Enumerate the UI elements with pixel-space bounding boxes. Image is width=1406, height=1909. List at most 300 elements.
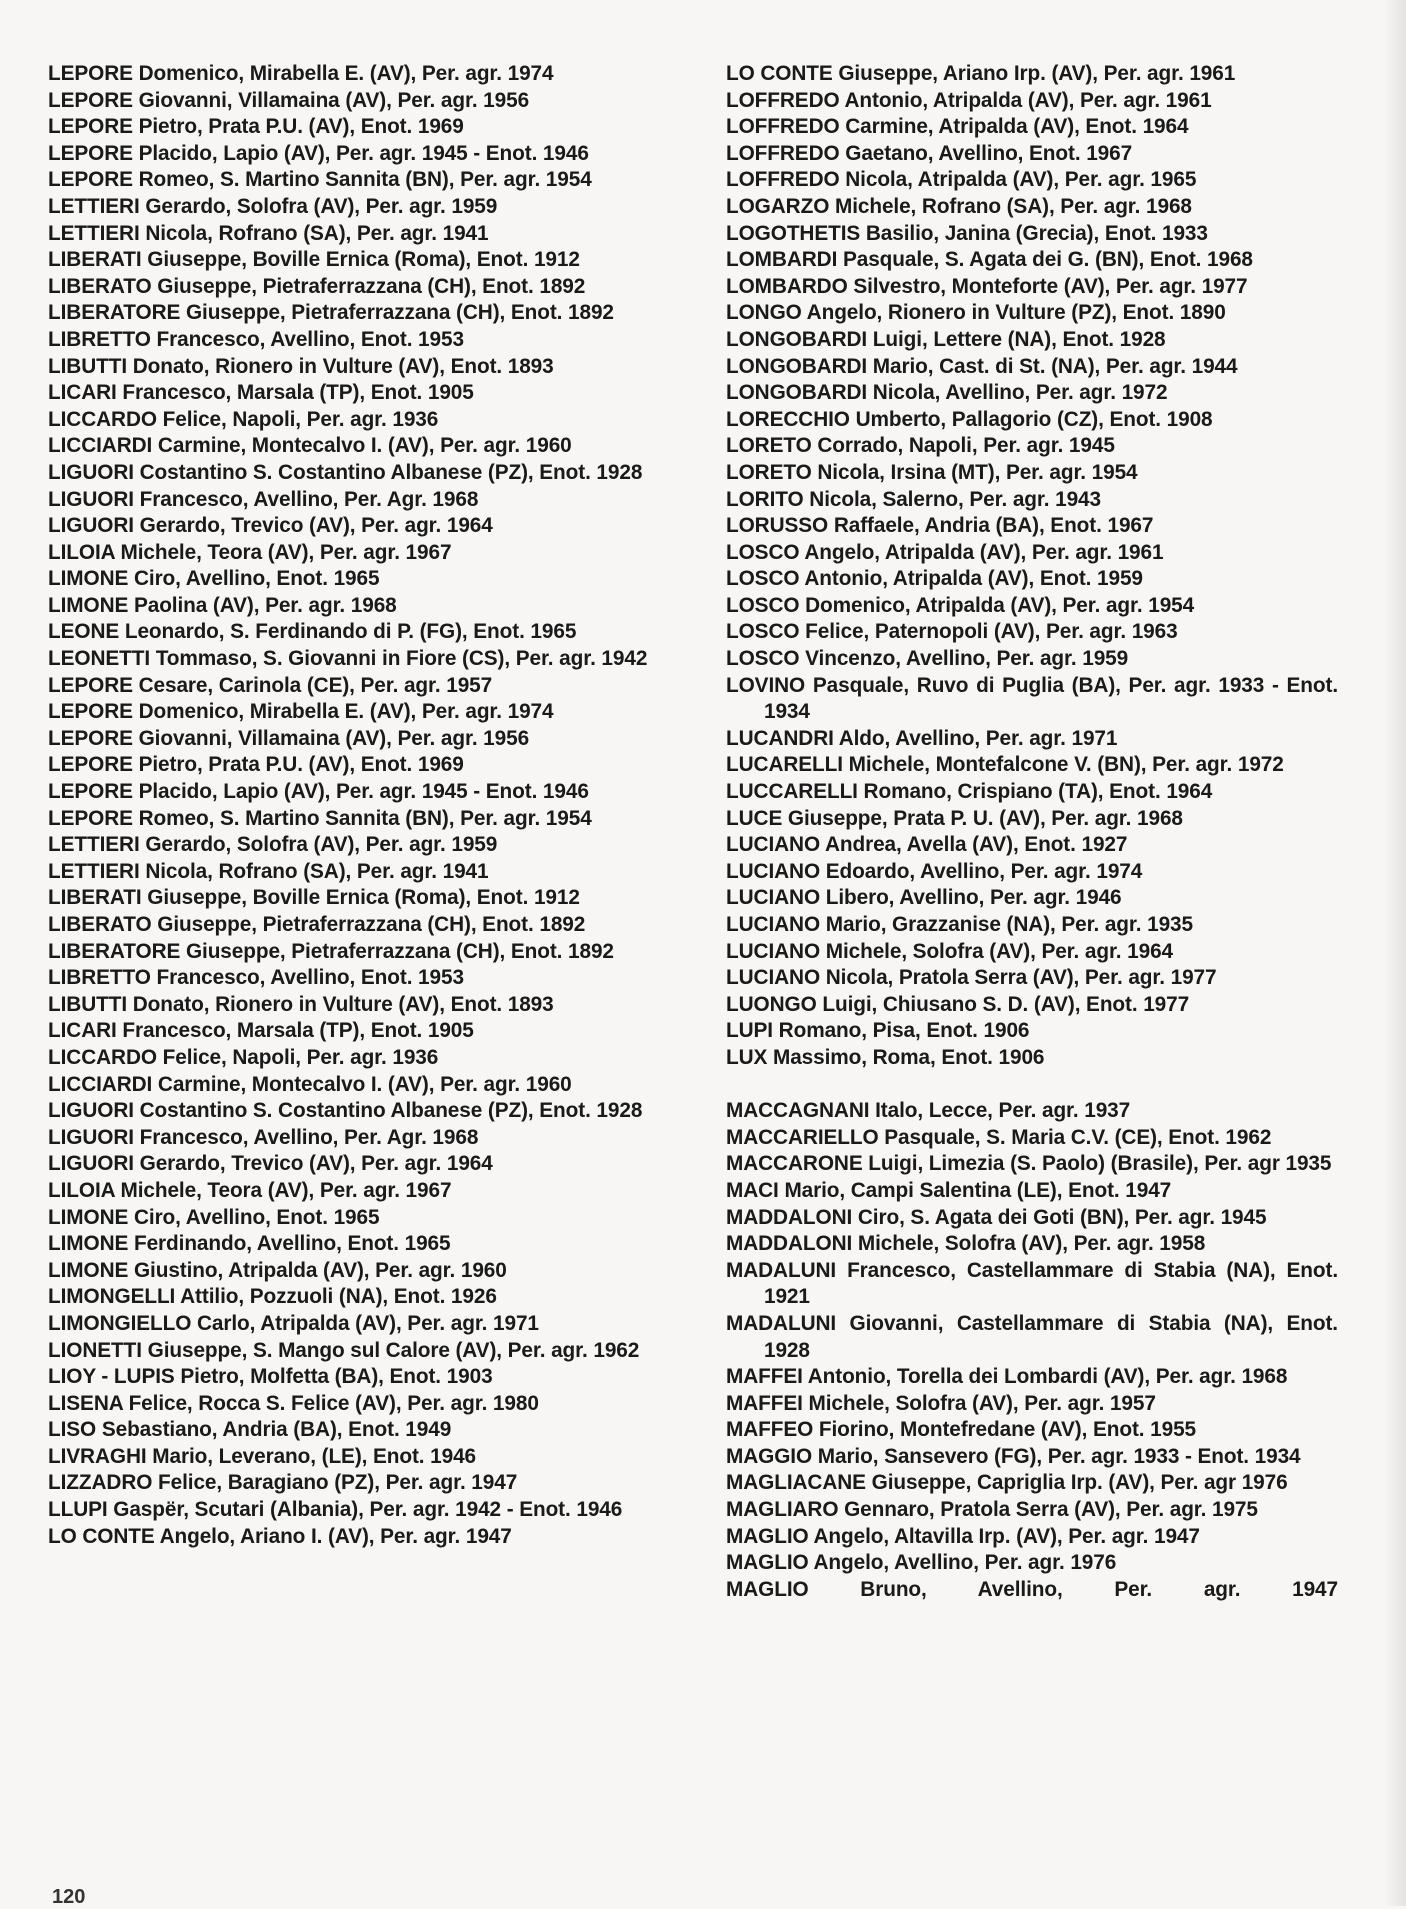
entry-surname: LIMONE xyxy=(48,593,129,617)
directory-entry xyxy=(48,726,663,753)
entry-details: Angelo, Avellino, Per. agr. 1976 xyxy=(813,1551,1117,1575)
entry-surname: LICCIARDI xyxy=(48,1072,153,1096)
right-column xyxy=(726,61,1338,1603)
entry-surname: LIBUTTI xyxy=(48,354,128,378)
directory-entry xyxy=(726,1178,1338,1205)
entry-details: Pasquale, S. Maria C.V. (CE), Enot. 1962 xyxy=(884,1125,1272,1149)
directory-entry xyxy=(726,1311,1338,1364)
entry-surname: LO CONTE xyxy=(726,62,833,85)
directory-entry xyxy=(726,832,1338,859)
directory-entry xyxy=(48,61,663,88)
entry-details: Felice, Paternopoli (AV), Per. agr. 1963 xyxy=(805,620,1178,644)
entry-surname: LETTIERI xyxy=(48,194,140,218)
directory-entry xyxy=(48,247,663,274)
directory-entry xyxy=(726,1258,1338,1311)
directory-entry xyxy=(726,1151,1338,1178)
entry-surname: LIGUORI xyxy=(48,460,134,484)
directory-entry xyxy=(726,885,1338,912)
directory-entry xyxy=(48,752,663,779)
entry-details: Felice, Napoli, Per. agr. 1936 xyxy=(162,1045,439,1069)
entry-details: Carmine, Atripalda (AV), Enot. 1964 xyxy=(845,115,1189,139)
directory-entry xyxy=(726,1364,1338,1391)
entry-details: Placido, Lapio (AV), Per. agr. 1945 - Enot. 1946 xyxy=(138,780,589,804)
page-number: 120 xyxy=(52,1886,86,1908)
directory-entry xyxy=(726,939,1338,966)
entry-details: Francesco, Avellino, Per. Agr. 1968 xyxy=(139,487,479,511)
entry-surname: LUCIANO xyxy=(726,833,821,857)
entry-surname: LUCIANO xyxy=(726,966,821,990)
entry-details: Italo, Lecce, Per. agr. 1937 xyxy=(875,1099,1131,1123)
entry-surname: MAGLIO xyxy=(726,1551,809,1575)
entry-details: Pasquale, Ruvo di Puglia (BA), Per. agr. 1933 - Enot. 1934 xyxy=(764,673,1338,724)
directory-entry xyxy=(48,1364,663,1391)
entry-details: Mario, Grazzanise (NA), Per. agr. 1935 xyxy=(825,913,1193,936)
entry-details: Francesco, Marsala (TP), Enot. 1905 xyxy=(122,381,474,405)
entry-details: Giovanni, Castellammare di Stabia (NA), Enot. 1928 xyxy=(764,1311,1338,1362)
directory-entry xyxy=(48,619,663,646)
entry-surname: LIMONGIELLO xyxy=(48,1311,192,1335)
entry-surname: MAFFEO xyxy=(726,1418,814,1442)
entry-details: Giovanni, Villamaina (AV), Per. agr. 1956 xyxy=(138,726,530,750)
entry-details: Giuseppe, Pietraferrazzana (CH), Enot. 1892 xyxy=(185,301,614,325)
entry-surname: LONGOBARDI xyxy=(726,381,868,405)
directory-entry xyxy=(726,1231,1338,1258)
directory-entry xyxy=(726,513,1338,540)
entry-details: Gennaro, Pratola Serra (AV), Per. agr. 1975 xyxy=(844,1498,1258,1522)
entry-details: Giuseppe, Ariano Irp. (AV), Per. agr. 1961 xyxy=(838,62,1236,85)
directory-entry xyxy=(48,1284,663,1311)
directory-entry xyxy=(726,1444,1338,1471)
entry-details: Nicola, Irsina (MT), Per. agr. 1954 xyxy=(817,460,1138,484)
directory-entry xyxy=(726,673,1338,726)
entry-surname: LIZZADRO xyxy=(48,1471,153,1495)
entry-details: Massimo, Roma, Enot. 1906 xyxy=(772,1045,1045,1069)
directory-entry xyxy=(726,487,1338,514)
entry-surname: LUCIANO xyxy=(726,913,821,936)
entry-surname: LISO xyxy=(48,1418,97,1442)
directory-entry xyxy=(48,832,663,859)
entry-surname: LIGUORI xyxy=(48,1125,134,1149)
entry-surname: LOMBARDO xyxy=(726,274,848,298)
entry-details: Felice, Rocca S. Felice (AV), Per. agr. 1980 xyxy=(128,1391,539,1415)
entry-surname: LEONETTI xyxy=(48,647,151,671)
entry-details: Basilio, Janina (Grecia), Enot. 1933 xyxy=(865,221,1208,245)
entry-details: Leonardo, S. Ferdinando di P. (FG), Enot. 1965 xyxy=(124,620,577,644)
entry-details: Tommaso, S. Giovanni in Fiore (CS), Per. agr. 1942 xyxy=(155,647,648,671)
entry-details: Michele, Teora (AV), Per. agr. 1967 xyxy=(120,540,452,564)
directory-entry xyxy=(48,327,663,354)
entry-details: Edoardo, Avellino, Per. agr. 1974 xyxy=(825,859,1143,883)
directory-entry xyxy=(48,779,663,806)
directory-entry xyxy=(726,859,1338,886)
entry-surname: LIBERATI xyxy=(48,248,142,272)
entry-details: Giuseppe, Prata P. U. (AV), Per. agr. 1968 xyxy=(787,806,1183,830)
entry-details: Vincenzo, Avellino, Per. agr. 1959 xyxy=(805,647,1129,671)
entry-surname: LIGUORI xyxy=(48,514,134,538)
directory-entry xyxy=(48,274,663,301)
entry-surname: LEPORE xyxy=(48,141,133,165)
left-column xyxy=(48,61,663,1550)
directory-entry xyxy=(48,1125,663,1152)
entry-details: Francesco, Avellino, Enot. 1953 xyxy=(156,966,464,990)
entry-details: Luigi, Lettere (NA), Enot. 1928 xyxy=(872,327,1166,351)
entry-details: Michele, Montefalcone V. (BN), Per. agr. 1972 xyxy=(848,753,1284,777)
entry-details: Giustino, Atripalda (AV), Per. agr. 1960 xyxy=(133,1258,507,1282)
entry-surname: LEPORE xyxy=(48,88,133,112)
directory-entry xyxy=(726,646,1338,673)
directory-entry xyxy=(48,1018,663,1045)
entry-details: Luigi, Limezia (S. Paolo) (Brasile), Per. agr 1935 xyxy=(868,1152,1332,1176)
directory-entry xyxy=(726,1550,1338,1577)
directory-entry xyxy=(726,540,1338,567)
entry-surname: LIBERATO xyxy=(48,274,152,298)
entry-surname: MADALUNI xyxy=(726,1258,837,1282)
entry-surname: LUCE xyxy=(726,806,783,830)
entry-details: Pietro, Molfetta (BA), Enot. 1903 xyxy=(180,1365,493,1389)
entry-surname: MACI xyxy=(726,1178,779,1202)
entry-details: Felice, Baragiano (PZ), Per. agr. 1947 xyxy=(158,1471,518,1495)
entry-surname: LORUSSO xyxy=(726,514,829,538)
directory-entry xyxy=(48,1151,663,1178)
entry-details: Giuseppe, Boville Ernica (Roma), Enot. 1912 xyxy=(147,886,580,910)
entry-details: Domenico, Mirabella E. (AV), Per. agr. 1974 xyxy=(138,62,554,85)
directory-entry xyxy=(48,1311,663,1338)
entry-surname: LEPORE xyxy=(48,806,133,830)
entry-surname: LIOY - LUPIS xyxy=(48,1365,175,1389)
entry-details: Pietro, Prata P.U. (AV), Enot. 1969 xyxy=(138,753,464,777)
entry-details: Gerardo, Trevico (AV), Per. agr. 1964 xyxy=(139,514,493,538)
entry-surname: LORECCHIO xyxy=(726,407,850,431)
entry-surname: LIBERATI xyxy=(48,886,142,910)
entry-surname: LORETO xyxy=(726,460,812,484)
entry-details: Michele, Teora (AV), Per. agr. 1967 xyxy=(120,1178,452,1202)
entry-surname: LOSCO xyxy=(726,620,800,644)
directory-entry xyxy=(48,460,663,487)
entry-details: Carlo, Atripalda (AV), Per. agr. 1971 xyxy=(197,1311,539,1335)
entry-surname: LEPORE xyxy=(48,673,133,697)
section-gap xyxy=(726,1072,1338,1099)
entry-surname: LICARI xyxy=(48,1019,117,1043)
entry-details: Francesco, Castellammare di Stabia (NA), Enot. 1921 xyxy=(764,1258,1338,1309)
entry-surname: LIMONE xyxy=(48,567,129,591)
entry-details: Nicola, Rofrano (SA), Per. agr. 1941 xyxy=(145,859,489,883)
entry-details: Attilio, Pozzuoli (NA), Enot. 1926 xyxy=(180,1285,497,1309)
entry-details: Michele, Solofra (AV), Per. agr. 1964 xyxy=(825,939,1174,963)
directory-entry xyxy=(48,859,663,886)
directory-entry xyxy=(48,1098,663,1125)
entry-surname: LEPORE xyxy=(48,62,133,85)
entry-details: Antonio, Atripalda (AV), Enot. 1959 xyxy=(804,567,1143,591)
entry-surname: LORITO xyxy=(726,487,804,511)
entry-details: Romano, Crispiano (TA), Enot. 1964 xyxy=(863,780,1213,804)
directory-entry xyxy=(726,167,1338,194)
entry-details: Mario, Leverano, (LE), Enot. 1946 xyxy=(152,1444,477,1468)
directory-entry xyxy=(48,487,663,514)
entry-details: Angelo, Altavilla Irp. (AV), Per. agr. 1947 xyxy=(813,1524,1200,1548)
entry-details: Placido, Lapio (AV), Per. agr. 1945 - Enot. 1946 xyxy=(138,141,589,165)
entry-details: Francesco, Marsala (TP), Enot. 1905 xyxy=(122,1019,474,1043)
directory-entry xyxy=(48,566,663,593)
entry-details: Carmine, Montecalvo I. (AV), Per. agr. 1960 xyxy=(157,434,572,458)
entry-surname: LIBRETTO xyxy=(48,327,151,351)
entry-details: Michele, Solofra (AV), Per. agr. 1958 xyxy=(857,1232,1206,1256)
entry-details: Donato, Rionero in Vulture (AV), Enot. 1893 xyxy=(132,992,554,1016)
entry-surname: LUCIANO xyxy=(726,886,821,910)
entry-details: Francesco, Avellino, Enot. 1953 xyxy=(156,327,464,351)
directory-entry xyxy=(48,992,663,1019)
directory-entry xyxy=(726,1391,1338,1418)
entry-details: Gerardo, Solofra (AV), Per. agr. 1959 xyxy=(145,194,498,218)
entry-surname: LILOIA xyxy=(48,1178,115,1202)
entry-details: Nicola, Rofrano (SA), Per. agr. 1941 xyxy=(145,221,489,245)
entry-details: Pasquale, S. Agata dei G. (BN), Enot. 1968 xyxy=(842,248,1253,272)
directory-entry xyxy=(726,779,1338,806)
directory-entry xyxy=(726,433,1338,460)
directory-entry xyxy=(48,1444,663,1471)
directory-entry xyxy=(48,965,663,992)
entry-surname: LICCIARDI xyxy=(48,434,153,458)
entry-details: Raffaele, Andria (BA), Enot. 1967 xyxy=(833,514,1154,538)
entry-surname: MAGLIACANE xyxy=(726,1471,866,1495)
entry-details: Michele, Rofrano (SA), Per. agr. 1968 xyxy=(834,194,1192,218)
entry-details: Andrea, Avella (AV), Enot. 1927 xyxy=(824,833,1128,857)
entry-surname: LOFFREDO xyxy=(726,88,840,112)
entry-details: Angelo, Ariano I. (AV), Per. agr. 1947 xyxy=(159,1524,512,1548)
entry-surname: MADDALONI xyxy=(726,1205,853,1229)
entry-surname: LOSCO xyxy=(726,567,800,591)
entry-surname: LEPORE xyxy=(48,115,133,139)
entry-surname: LIMONE xyxy=(48,1258,129,1282)
entry-surname: LIBRETTO xyxy=(48,966,151,990)
directory-entry xyxy=(48,1417,663,1444)
directory-entry xyxy=(726,194,1338,221)
directory-entry xyxy=(48,1524,663,1551)
entry-surname: MAGLIARO xyxy=(726,1498,839,1522)
directory-entry xyxy=(48,1231,663,1258)
directory-entry xyxy=(48,1470,663,1497)
directory-entry xyxy=(48,1072,663,1099)
directory-entry xyxy=(726,1018,1338,1045)
entry-details: Domenico, Atripalda (AV), Per. agr. 1954 xyxy=(805,593,1195,617)
entry-surname: LIMONGELLI xyxy=(48,1285,176,1309)
entry-surname: LOFFREDO xyxy=(726,141,840,165)
entry-details: Nicola, Avellino, Per. agr. 1972 xyxy=(872,381,1168,405)
entry-details: Umberto, Pallagorio (CZ), Enot. 1908 xyxy=(855,407,1213,431)
entry-surname: LETTIERI xyxy=(48,859,140,883)
directory-entry xyxy=(48,540,663,567)
entry-details: Giuseppe, Capriglia Irp. (AV), Per. agr 1976 xyxy=(871,1471,1288,1495)
entry-details: Giuseppe, S. Mango sul Calore (AV), Per. agr. 1962 xyxy=(147,1338,640,1362)
entry-surname: LIBERATO xyxy=(48,913,152,936)
entry-details: Angelo, Atripalda (AV), Per. agr. 1961 xyxy=(804,540,1164,564)
entry-details: Gerardo, Solofra (AV), Per. agr. 1959 xyxy=(145,833,498,857)
entry-details: Corrado, Napoli, Per. agr. 1945 xyxy=(817,434,1115,458)
directory-entry xyxy=(726,1497,1338,1524)
entry-details: Costantino S. Costantino Albanese (PZ), Enot. 1928 xyxy=(139,460,643,484)
entry-details: Libero, Avellino, Per. agr. 1946 xyxy=(825,886,1122,910)
entry-details: Aldo, Avellino, Per. agr. 1971 xyxy=(838,726,1118,750)
directory-entry xyxy=(726,88,1338,115)
directory-entry xyxy=(726,619,1338,646)
entry-details: Romeo, S. Martino Sannita (BN), Per. agr. 1954 xyxy=(138,806,592,830)
entry-surname: LUCANDRI xyxy=(726,726,834,750)
entry-surname: LOVINO xyxy=(726,673,806,697)
entry-details: Angelo, Rionero in Vulture (PZ), Enot. 1890 xyxy=(806,301,1226,325)
directory-entry xyxy=(48,939,663,966)
directory-entry xyxy=(726,566,1338,593)
entry-details: Michele, Solofra (AV), Per. agr. 1957 xyxy=(808,1391,1156,1415)
entry-details: Sebastiano, Andria (BA), Enot. 1949 xyxy=(101,1418,452,1442)
directory-entry xyxy=(726,1098,1338,1125)
directory-entry xyxy=(726,1417,1338,1444)
entry-surname: LIGUORI xyxy=(48,487,134,511)
directory-entry xyxy=(726,460,1338,487)
entry-details: Ciro, Avellino, Enot. 1965 xyxy=(133,1205,380,1229)
directory-entry xyxy=(726,221,1338,248)
directory-entry xyxy=(48,646,663,673)
entry-surname: LEPORE xyxy=(48,700,133,724)
entry-surname: LUPI xyxy=(726,1019,773,1043)
entry-surname: LEPORE xyxy=(48,780,133,804)
entry-surname: MAGGIO xyxy=(726,1444,813,1468)
entry-details: Pietro, Prata P.U. (AV), Enot. 1969 xyxy=(138,115,464,139)
entry-details: Antonio, Torella dei Lombardi (AV), Per. agr. 1968 xyxy=(807,1365,1288,1389)
entry-details: Nicola, Salerno, Per. agr. 1943 xyxy=(809,487,1101,511)
directory-entry xyxy=(726,593,1338,620)
entry-surname: LOSCO xyxy=(726,593,800,617)
directory-entry xyxy=(726,1577,1338,1604)
entry-surname: MACCAGNANI xyxy=(726,1099,870,1123)
entry-surname: LIBERATORE xyxy=(48,301,181,325)
entry-surname: LOSCO xyxy=(726,540,800,564)
entry-surname: LILOIA xyxy=(48,540,115,564)
entry-surname: LLUPI xyxy=(48,1498,108,1522)
directory-entry xyxy=(726,354,1338,381)
entry-surname: LICARI xyxy=(48,381,117,405)
entry-surname: MACCARONE xyxy=(726,1152,863,1176)
directory-entry xyxy=(726,247,1338,274)
entry-surname: LIGUORI xyxy=(48,1152,134,1176)
entry-details: Nicola, Pratola Serra (AV), Per. agr. 1977 xyxy=(825,966,1217,990)
directory-entry xyxy=(48,407,663,434)
entry-details: Gaetano, Avellino, Enot. 1967 xyxy=(845,141,1133,165)
entry-details: Carmine, Montecalvo I. (AV), Per. agr. 1960 xyxy=(157,1072,572,1096)
page-edge-shadow xyxy=(1384,0,1406,1906)
directory-entry xyxy=(48,1205,663,1232)
entry-details: Gerardo, Trevico (AV), Per. agr. 1964 xyxy=(139,1152,493,1176)
entry-surname: MAGLIO xyxy=(726,1524,809,1548)
directory-entry xyxy=(48,114,663,141)
directory-entry xyxy=(726,1125,1338,1152)
entry-surname: LUCCARELLI xyxy=(726,780,858,804)
entry-details: Felice, Napoli, Per. agr. 1936 xyxy=(162,407,439,431)
directory-entry xyxy=(48,806,663,833)
directory-entry xyxy=(48,88,663,115)
directory-entry xyxy=(48,912,663,939)
entry-details: Romano, Pisa, Enot. 1906 xyxy=(778,1019,1030,1043)
entry-details: Costantino S. Costantino Albanese (PZ), Enot. 1928 xyxy=(139,1099,643,1123)
entry-surname: LUCARELLI xyxy=(726,753,843,777)
directory-entry xyxy=(48,300,663,327)
entry-surname: LEONE xyxy=(48,620,120,644)
entry-details: Luigi, Chiusano S. D. (AV), Enot. 1977 xyxy=(822,992,1190,1016)
entry-details: Ferdinando, Avellino, Enot. 1965 xyxy=(133,1232,451,1256)
directory-entry xyxy=(48,141,663,168)
directory-entry xyxy=(48,354,663,381)
entry-surname: LIVRAGHI xyxy=(48,1444,147,1468)
entry-surname: LOGOTHETIS xyxy=(726,221,861,245)
entry-details: Giuseppe, Pietraferrazzana (CH), Enot. 1892 xyxy=(157,913,586,936)
directory-entry xyxy=(48,1497,663,1524)
directory-entry xyxy=(48,1045,663,1072)
entry-details: Romeo, S. Martino Sannita (BN), Per. agr. 1954 xyxy=(138,168,592,192)
directory-entry xyxy=(726,1205,1338,1232)
entry-surname: MAGLIO xyxy=(726,1577,809,1601)
entry-surname: LISENA xyxy=(48,1391,123,1415)
directory-entry xyxy=(726,61,1338,88)
directory-entry xyxy=(726,992,1338,1019)
entry-details: Mario, Cast. di St. (NA), Per. agr. 1944 xyxy=(872,354,1238,378)
entry-surname: LOMBARDI xyxy=(726,248,838,272)
entry-surname: LOGARZO xyxy=(726,194,830,218)
entry-surname: LUCIANO xyxy=(726,859,821,883)
entry-surname: LICCARDO xyxy=(48,1045,157,1069)
entry-surname: LIBUTTI xyxy=(48,992,128,1016)
entry-details: Antonio, Atripalda (AV), Per. agr. 1961 xyxy=(844,88,1212,112)
directory-entry xyxy=(48,1178,663,1205)
directory-entry xyxy=(726,1045,1338,1072)
entry-details: Giuseppe, Pietraferrazzana (CH), Enot. 1892 xyxy=(157,274,586,298)
directory-entry xyxy=(48,167,663,194)
entry-details: Domenico, Mirabella E. (AV), Per. agr. 1974 xyxy=(138,700,554,724)
entry-surname: LONGOBARDI xyxy=(726,327,868,351)
directory-entry xyxy=(726,806,1338,833)
entry-details: Cesare, Carinola (CE), Per. agr. 1957 xyxy=(138,673,493,697)
entry-surname: MACCARIELLO xyxy=(726,1125,879,1149)
directory-entry xyxy=(48,1258,663,1285)
directory-entry xyxy=(48,1338,663,1365)
entry-details: Gaspër, Scutari (Albania), Per. agr. 1942 - Enot. 1946 xyxy=(113,1498,623,1522)
entry-details: Ciro, Avellino, Enot. 1965 xyxy=(133,567,380,591)
entry-surname: LONGOBARDI xyxy=(726,354,868,378)
entry-surname: LONGO xyxy=(726,301,802,325)
directory-entry xyxy=(726,380,1338,407)
entry-surname: LETTIERI xyxy=(48,833,140,857)
entry-details: Bruno, Avellino, Per. agr. 1947 xyxy=(860,1577,1338,1601)
entry-surname: LIMONE xyxy=(48,1205,129,1229)
entry-surname: LIMONE xyxy=(48,1232,129,1256)
directory-entry xyxy=(726,300,1338,327)
directory-entry xyxy=(48,593,663,620)
directory-entry xyxy=(48,433,663,460)
entry-details: Nicola, Atripalda (AV), Per. agr. 1965 xyxy=(845,168,1197,192)
entry-surname: LUX xyxy=(726,1045,768,1069)
entry-surname: MADDALONI xyxy=(726,1232,853,1256)
entry-surname: LOSCO xyxy=(726,647,800,671)
entry-surname: LETTIERI xyxy=(48,221,140,245)
entry-surname: MAFFEI xyxy=(726,1365,803,1389)
directory-entry xyxy=(48,513,663,540)
directory-entry xyxy=(48,699,663,726)
entry-surname: LOFFREDO xyxy=(726,115,840,139)
entry-details: Mario, Campi Salentina (LE), Enot. 1947 xyxy=(784,1178,1172,1202)
directory-entry xyxy=(726,726,1338,753)
entry-surname: MADALUNI xyxy=(726,1311,837,1335)
entry-surname: MAFFEI xyxy=(726,1391,803,1415)
entry-surname: LIGUORI xyxy=(48,1099,134,1123)
entry-surname: LEPORE xyxy=(48,753,133,777)
directory-entry xyxy=(726,327,1338,354)
